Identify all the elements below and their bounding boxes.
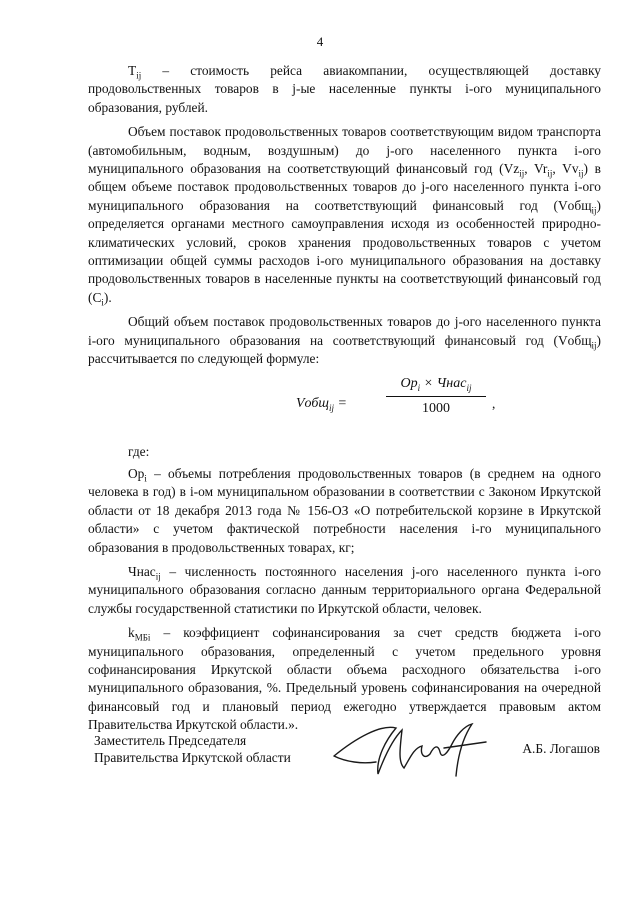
tij-symbol: T xyxy=(128,63,137,78)
definition-chnas xyxy=(88,563,601,618)
signature-block xyxy=(94,732,600,782)
formula-denominator: 1000 xyxy=(422,400,450,416)
chnas-definition: – численность постоянного населения j-ого населенного пункта i-ого муниципального образования согласно данным территориального органа Федеральной службы государственной статистики по Иркутской области, человек. xyxy=(88,563,601,616)
subscript: ij xyxy=(519,168,525,179)
op-definition: – объемы потребления продовольственных товаров (в среднем на одного человека в год) в i-ом муниципальном образовании в соответствии с Законом Иркутской области от 18 декабря 2013 года № 156-ОЗ «О потребительской корзине в Иркутской области» с учетом фактической потребности населения i-го муниципального образования в продовольственных товарах, кг; xyxy=(88,465,601,555)
text-run: ) определяется органами местного самоуправления исходя из особенностей природно-климатических условий, сроков хранения продовольственных товаров с учетом оптимизации общей суммы расходов i-ого муниципального образования на доставку продовольственных товаров в населенные пункты на соответствующий финансовый год (C xyxy=(88,197,601,305)
formula-numerator xyxy=(386,375,486,397)
op-symbol: Op xyxy=(128,465,145,481)
numerator-op-subscript: i xyxy=(417,382,421,393)
text-run: , Vr xyxy=(524,161,548,177)
formula-equals: = xyxy=(334,395,347,411)
chnas-symbol: Чнас xyxy=(128,563,156,579)
paragraph-tij xyxy=(88,62,601,117)
subscript: ij xyxy=(547,168,553,179)
text-run: , Vv xyxy=(552,161,579,177)
subscript: i xyxy=(101,297,104,308)
formula-comma: , xyxy=(492,395,496,411)
text-run: Объем поставок продовольственных товаров соответствующим видом транспорта (автомобильным, водным, воздушным) до j-ого населенного пункта i-ого муниципального образования на соответствующий финансовый год (Vz xyxy=(88,124,601,177)
multiply-sign: × xyxy=(420,375,437,391)
handwritten-signature xyxy=(326,718,496,780)
text-run: Общий объем поставок продовольственных товаров до j-ого населенного пункта i-ого муниципального образования на соответствующий финансовый год (Vобщ xyxy=(88,314,601,348)
text-run: ) в общем объеме поставок продовольственных товаров до j-ого населенного пункта i-ого муниципального образования на соответствующий финансовый год (Vобщ xyxy=(88,161,601,213)
op-subscript: i xyxy=(144,473,147,484)
formula xyxy=(88,375,601,433)
kmb-symbol: k xyxy=(128,625,135,641)
formula-lhs-symbol: Vобщ xyxy=(296,395,329,411)
formula-lhs-subscript: ij xyxy=(328,402,334,413)
tij-definition: – стоимость рейса авиакомпании, осуществляющей доставку продовольственных товаров в j-ые населенные пункты i-ого муниципального образования, рублей. xyxy=(88,63,601,115)
kmb-subscript: МБi xyxy=(134,632,151,643)
document-body xyxy=(88,62,601,741)
numerator-op: Op xyxy=(400,375,418,391)
subscript: ij xyxy=(578,168,584,179)
kmb-definition: – коэффициент софинансирования за счет средств бюджета i-ого муниципального образования, определенный с учетом предельного уровня софинансирования Иркутской области объема расходного обязательства i-ого муниципального образования, %. Предельный уровень софинансирования на очередной финансовый год и плановый период ежегодно утверждается правовым актом Правительства Иркутской области.». xyxy=(88,625,601,733)
text-run: ) рассчитывается по следующей формуле: xyxy=(88,332,601,367)
text-run: ). xyxy=(103,289,112,305)
numerator-chnas-subscript: ij xyxy=(466,382,472,393)
signatory-title-line2: Правительства Иркутской области xyxy=(94,750,291,765)
numerator-chnas: Чнас xyxy=(436,375,467,391)
formula-lhs xyxy=(296,395,347,413)
chnas-subscript: ij xyxy=(155,571,161,582)
paragraph-volume-share xyxy=(88,123,601,307)
tij-subscript: ij xyxy=(136,70,142,81)
subscript: ij xyxy=(591,205,597,216)
where-label: где: xyxy=(128,443,150,459)
formula-fraction xyxy=(386,375,486,419)
signatory-title xyxy=(94,732,291,766)
paragraph-total-volume xyxy=(88,313,601,368)
definition-op xyxy=(88,465,601,557)
page-number: 4 xyxy=(316,34,324,49)
signatory-title-line1: Заместитель Председателя xyxy=(94,733,247,748)
subscript: ij xyxy=(591,340,597,351)
signatory-name: А.Б. Логашов xyxy=(522,741,600,756)
